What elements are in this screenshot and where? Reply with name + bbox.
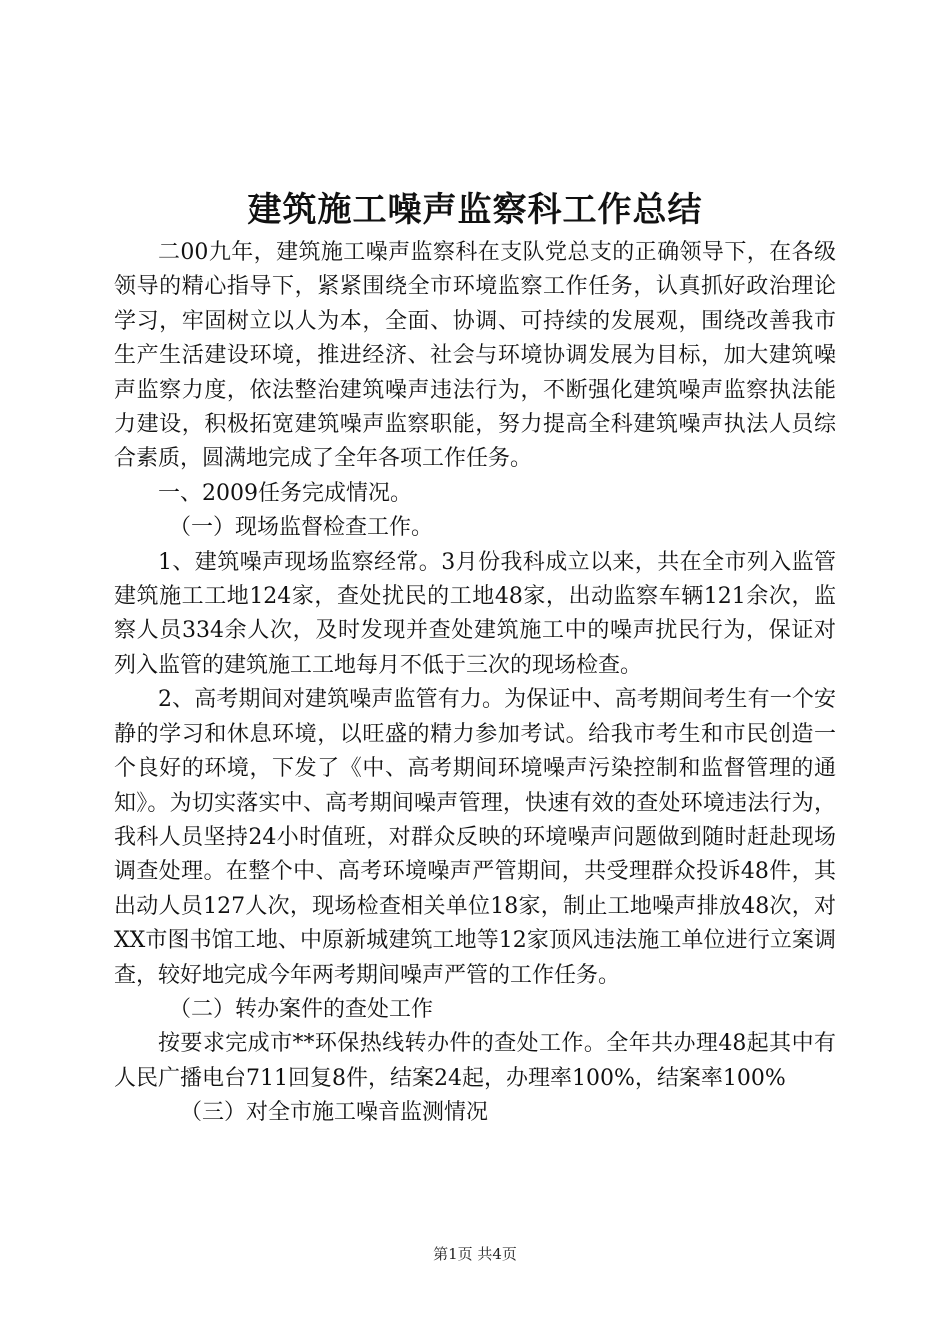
subsection-heading-1: （一）现场监督检查工作。 <box>169 515 434 541</box>
paragraph-site-inspection: 1、建筑噪声现场监察经常。3月份我科成立以来，共在全市列入监管建筑施工工地124家，查处扰民的工地48家，出动监察车辆121余次，监察人员334余人次，及时发现并查处建筑施工中的噪声扰民行为，保证对列入监管的建筑施工工地每月不低于三次的现场检查。 <box>114 549 836 678</box>
page-footer: 第1页 共4页 <box>433 1245 517 1263</box>
paragraph-case-handling: 按要求完成市**环保热线转办件的查处工作。全年共办理48起其中有人民广播电台711回复8件，结案24起，办理率100%，结案率100% <box>114 1031 836 1091</box>
document-body <box>114 236 836 1131</box>
subsection-heading-3: （三）对全市施工噪音监测情况 <box>180 1100 489 1126</box>
paragraph-intro: 二00九年，建筑施工噪声监察科在支队党总支的正确领导下，在各级领导的精心指导下，紧紧围绕全市环境监察工作任务，认真抓好政治理论学习，牢固树立以人为本，全面、协调、可持续的发展观，围绕改善我市生产生活建设环境，推进经济、社会与环境协调发展为目标，加大建筑噪声监察力度，依法整治建筑噪声违法行为，不断强化建筑噪声监察执法能力建设，积极拓宽建筑噪声监察职能，努力提高全科建筑噪声执法人员综合素质，圆满地完成了全年各项工作任务。 <box>114 240 836 472</box>
document-title: 建筑施工噪声监察科工作总结 <box>247 190 703 230</box>
subsection-heading-2: （二）转办案件的查处工作 <box>169 996 434 1022</box>
section-heading-1: 一、2009任务完成情况。 <box>158 480 412 506</box>
paragraph-exam-period: 2、高考期间对建筑噪声监管有力。为保证中、高考期间考生有一个安静的学习和休息环境，以旺盛的精力参加考试。给我市考生和市民创造一个良好的环境，下发了《中、高考期间环境噪声污染控制和监督管理的通知》。为切实落实中、高考期间噪声管理，快速有效的查处环境违法行为，我科人员坚持24小时值班，对群众反映的环境噪声问题做到随时赶赴现场调查处理。在整个中、高考环境噪声严管期间，共受理群众投诉48件，其出动人员127人次，现场检查相关单位18家，制止工地噪声排放48次，对XX市图书馆工地、中原新城建筑工地等12家顶风违法施工单位进行立案调查，较好地完成今年两考期间噪声严管的工作任务。 <box>114 687 836 988</box>
